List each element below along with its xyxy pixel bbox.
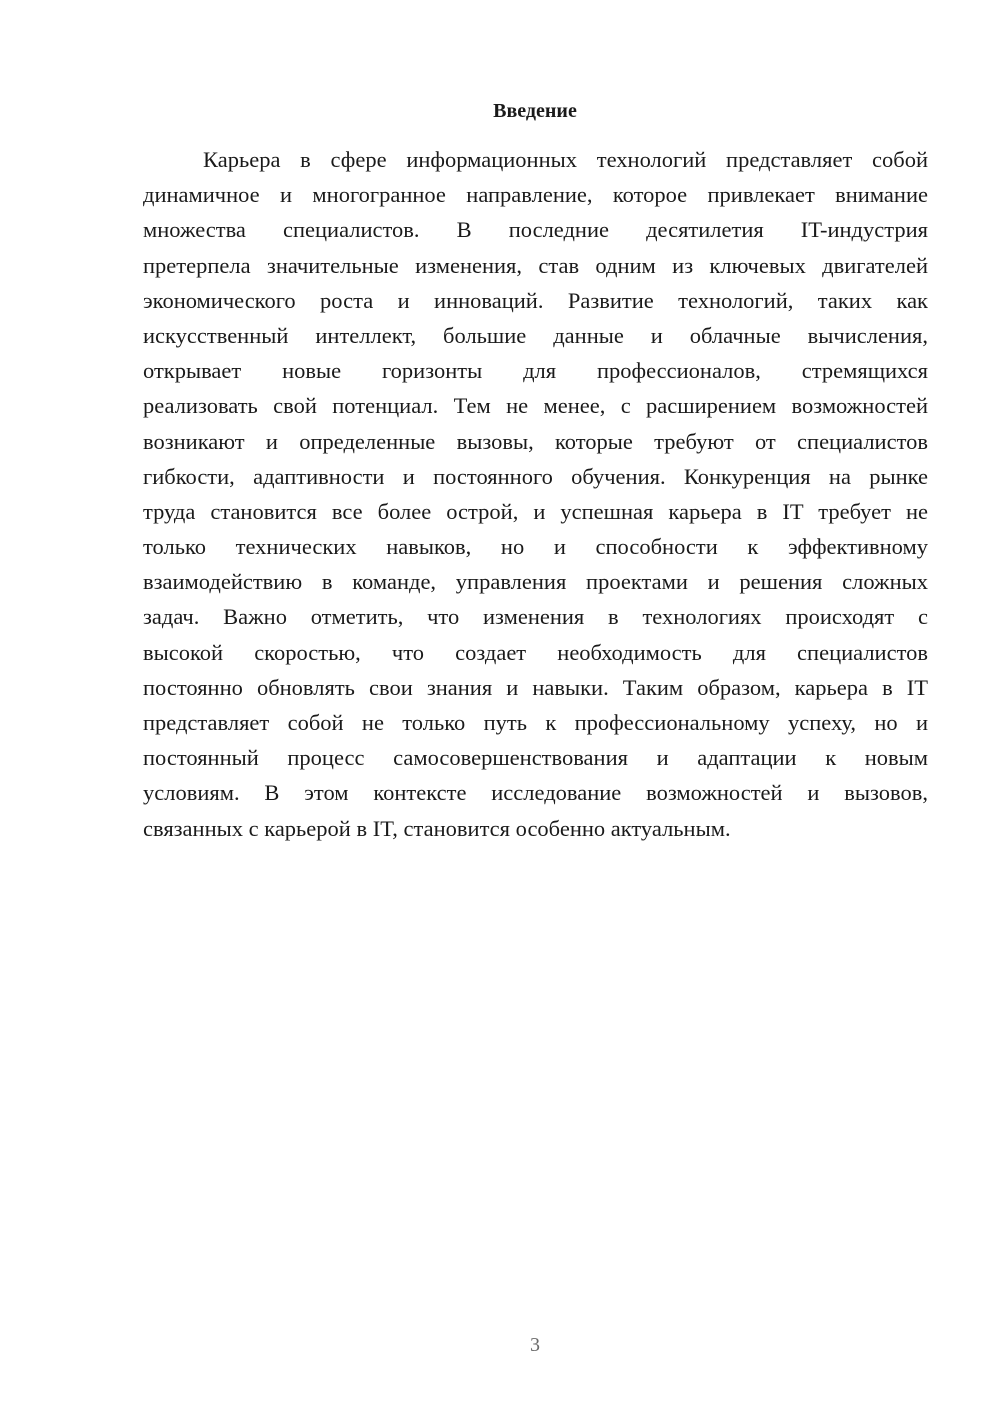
paragraph-line: задач. Важно отметить, что изменения в технологиях происходят с [143,604,928,630]
paragraph-line: постоянный процесс самосовершенствования и адаптации к новым [143,745,928,771]
paragraph-line: Карьера в сфере информационных технологий представляет собой [203,147,928,172]
paragraph-line: динамичное и многогранное направление, которое привлекает внимание [143,182,928,208]
paragraph-line: взаимодействию в команде, управления проектами и решения сложных [143,569,928,595]
paragraph-line: претерпела значительные изменения, став одним из ключевых двигателей [143,252,928,278]
intro-paragraph [143,142,928,846]
paragraph-line: высокой скоростью, что создает необходимость для специалистов [143,639,928,665]
paragraph-line: множества специалистов. В последние десятилетия IT-индустрия [143,217,928,243]
paragraph-line: искусственный интеллект, большие данные и облачные вычисления, [143,322,928,348]
paragraph-line: только технических навыков, но и способности к эффективному [143,534,928,560]
paragraph-line: реализовать свой потенциал. Тем не менее, с расширением возможностей [143,393,928,419]
paragraph-line: возникают и определенные вызовы, которые требуют от специалистов [143,428,928,454]
section-heading: Введение [493,100,577,122]
page-number: 3 [530,1334,540,1356]
paragraph-line: открывает новые горизонты для профессионалов, стремящихся [143,358,928,384]
paragraph-line: гибкости, адаптивности и постоянного обучения. Конкуренция на рынке [143,463,928,489]
paragraph-line: представляет собой не только путь к профессиональному успеху, но и [143,710,928,735]
paragraph-line: условиям. В этом контексте исследование возможностей и вызовов, [143,780,928,806]
paragraph-line: связанных с карьерой в IT, становится особенно актуальным. [143,815,731,841]
paragraph-line: труда становится все более острой, и успешная карьера в IT требует не [143,498,928,524]
paragraph-line: экономического роста и инноваций. Развитие технологий, таких как [143,287,928,313]
paragraph-line: постоянно обновлять свои знания и навыки. Таким образом, карьера в IT [143,674,928,700]
